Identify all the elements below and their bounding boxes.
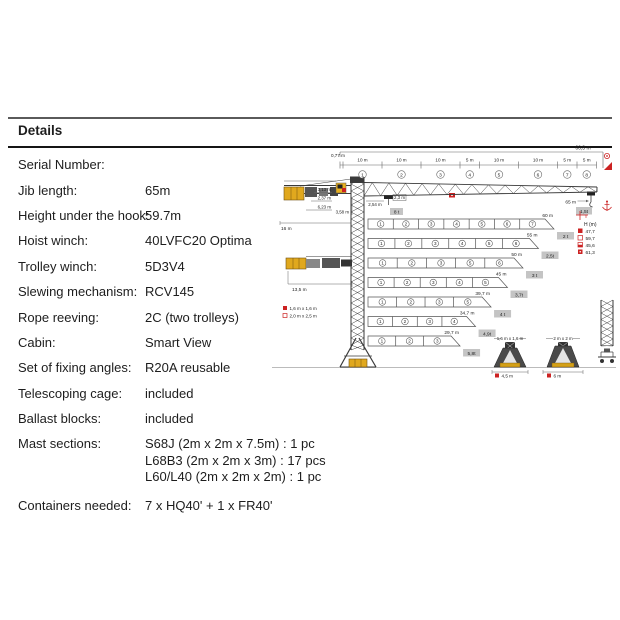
- legend-value: 45,6: [585, 243, 595, 249]
- row-label: Serial Number:: [18, 157, 105, 173]
- jib-option-row: [368, 330, 480, 357]
- segment-number: 1: [381, 260, 384, 266]
- jib-option-length-label: 55 m: [526, 233, 538, 239]
- row-value: 40LVFC20 Optima: [145, 233, 252, 249]
- cabin-window: [338, 185, 343, 189]
- height-legend: [576, 211, 597, 256]
- segment-dim-label: 10 m: [493, 157, 505, 163]
- segment-number: 4: [452, 319, 456, 325]
- segment-number: 2: [407, 241, 410, 247]
- max-load-group: [336, 195, 406, 216]
- mast-section-line: L60/L40 (2m x 2m x 2m) : 1 pc: [145, 468, 322, 484]
- segment-number: 1: [379, 280, 383, 286]
- segment-number: 1: [380, 299, 384, 305]
- row-label: Set of fixing angles:: [18, 360, 132, 376]
- row-label: Containers needed:: [18, 498, 132, 514]
- segment-number: 3: [429, 221, 433, 227]
- config-1-icon: [578, 229, 583, 234]
- counterjib-height-label: 6,23 m: [317, 204, 331, 210]
- segment-dim-label: 10 m: [357, 157, 368, 163]
- hook-radius-label: 65 m: [565, 200, 576, 206]
- row-label: Telescoping cage:: [18, 385, 123, 401]
- segment-number: 3: [434, 241, 437, 247]
- segment-number: 1: [380, 241, 383, 247]
- segment-number: 4: [460, 241, 464, 247]
- row-label: Mast sections:: [18, 436, 102, 452]
- legend-header: H (m): [584, 222, 597, 228]
- row-value: R20A reusable: [145, 360, 231, 376]
- row-value: included: [145, 411, 194, 427]
- trolley-offset-label: 2,54 m: [368, 202, 382, 207]
- base-dim-icon: [495, 374, 499, 378]
- row-label: Ballast blocks:: [18, 411, 102, 427]
- segment-number: 3: [438, 299, 441, 305]
- jib-option-row: [368, 252, 543, 279]
- row-value: [145, 436, 326, 485]
- base-dim-icon: [547, 374, 551, 378]
- row-label: Rope reeving:: [18, 309, 99, 325]
- segment-dim-label: 10 m: [396, 157, 407, 163]
- segment-number: 5: [480, 221, 484, 227]
- segment-number: 5: [468, 260, 472, 266]
- segment-number: 3: [435, 338, 439, 344]
- tip-load-label: 4 t: [499, 312, 506, 318]
- counterweight-blocks: [284, 187, 304, 200]
- jib-option-length-label: 60 m: [542, 214, 553, 220]
- jib-option-length-label: 29,7 m: [444, 331, 460, 337]
- jib-option-row: [368, 291, 511, 318]
- wheel-icon: [600, 359, 604, 363]
- segment-number: 5: [484, 280, 487, 286]
- windvane-flag-icon: [604, 162, 612, 170]
- segment-number: 7: [565, 173, 569, 179]
- segment-number: 3: [428, 319, 431, 325]
- cage-dim-1-icon: [283, 306, 287, 310]
- row-value: included: [145, 385, 194, 401]
- row-value: 65m: [145, 182, 171, 198]
- row-label: Hoist winch:: [18, 233, 89, 249]
- cage-dim-label: 1,6 m x 1,6 m: [289, 306, 317, 311]
- config-2-icon: [578, 236, 583, 241]
- segment-number: 1: [379, 221, 382, 227]
- jib-option-length-label: 34,7 m: [459, 311, 475, 317]
- legend-value: 61,3: [585, 250, 595, 256]
- segment-number: 4: [468, 173, 472, 179]
- crane-diagram: [268, 140, 620, 390]
- tip-load-label: 2,5t: [545, 254, 555, 260]
- segment-dim-label: 0,77 m: [330, 153, 346, 158]
- cross-base-small: [492, 336, 528, 379]
- segment-number: 2: [408, 338, 411, 344]
- segment-number: 4: [455, 221, 458, 227]
- foot-height-label: 3,58 m: [335, 209, 349, 215]
- row-value: RCV145: [145, 284, 195, 300]
- tip-load-label: 1,5t: [579, 209, 589, 215]
- details-row: [18, 406, 378, 431]
- segment-number: 2: [400, 173, 403, 179]
- row-label: Jib length:: [18, 182, 78, 198]
- segment-number: 2: [410, 260, 414, 266]
- segment-number: 3: [439, 260, 443, 266]
- jib-lattice: [364, 183, 597, 197]
- segment-number: 6: [498, 260, 501, 266]
- segment-number: 6: [505, 221, 509, 227]
- base-top-dim-label: 1,6 m x 1,6 m: [496, 336, 524, 341]
- segment-number: 5: [487, 241, 491, 247]
- hook-clearance-label: 2,3 m: [394, 195, 405, 200]
- jib-segment-dimensions: [331, 153, 597, 178]
- folded-counterweight: [286, 258, 306, 269]
- jib-option-row: [368, 213, 574, 240]
- counterjib-length-label: 16 m: [281, 227, 292, 232]
- mast-section-line: L68B3 (2m x 2m x 3m) : 17 pcs: [145, 452, 326, 468]
- row-value: 2C (two trolleys): [145, 309, 239, 325]
- segment-number: 6: [514, 241, 518, 247]
- anchor-icon: [603, 201, 612, 212]
- segment-number: 1: [380, 338, 384, 344]
- legend-value: 47,7: [585, 229, 595, 235]
- segment-number: 1: [361, 173, 364, 179]
- transport-module: [286, 257, 352, 294]
- tip-load-label: 4,9t: [483, 332, 492, 338]
- segment-number: 7: [531, 221, 534, 227]
- segment-number: 2: [405, 280, 409, 286]
- segment-number: 3: [431, 280, 435, 286]
- max-load-label: 8 t: [393, 210, 400, 216]
- segment-dim-label: 10 m: [435, 157, 446, 163]
- tip-load-label: 5,8t: [467, 351, 476, 357]
- transport-trolley: [598, 349, 616, 364]
- segment-number: 1: [379, 319, 382, 325]
- mid-jib-marker: [449, 193, 455, 198]
- tower-mast: [351, 177, 364, 350]
- hoist-winch-block: [305, 187, 317, 197]
- hook-icon: [590, 202, 593, 207]
- base-top-dim-label: 2 m x 2 m: [553, 336, 573, 341]
- details-row: [18, 493, 378, 518]
- base-bottom-dim-label: 6 m: [553, 373, 562, 379]
- row-label: Cabin:: [18, 334, 56, 350]
- jib-option-length-label: 45 m: [495, 272, 507, 278]
- segment-dim-label: 5 m: [465, 157, 474, 163]
- base-bottom-dim-label: 4,5 m: [501, 373, 513, 379]
- jib-option-row: [368, 272, 528, 299]
- legend-value: 59,7: [585, 236, 595, 242]
- row-value: 7 x HQ40' + 1 x FR40': [145, 498, 273, 514]
- segment-number: 4: [458, 280, 461, 286]
- tip-load-label: 3,7t: [514, 293, 524, 299]
- row-label: Height under the hook:: [18, 207, 150, 223]
- segment-number: 6: [536, 173, 540, 179]
- cab-height-label: 2,37 m: [317, 195, 331, 201]
- overall-length-label: 66,3 m: [575, 145, 591, 152]
- red-marker-icon: [342, 188, 346, 192]
- jib-option-length-label: 39,7 m: [475, 292, 491, 298]
- segment-number: 2: [404, 221, 408, 227]
- segment-number: 3: [439, 173, 442, 179]
- tip-load-label: 3 t: [531, 273, 538, 279]
- segment-number: 5: [497, 173, 501, 179]
- cage-dim-label: 2,0 m x 2,5 m: [289, 313, 317, 319]
- segment-number: 2: [403, 319, 407, 325]
- top-divider: [8, 117, 612, 119]
- cage-dim-2-icon: [283, 314, 287, 318]
- segment-dim-label: 5 m: [582, 157, 591, 163]
- segment-number: 2: [409, 299, 413, 305]
- tip-warning-icons: [603, 153, 613, 211]
- details-row-mast-sections: [18, 431, 378, 485]
- row-value: 59.7m: [145, 207, 182, 223]
- segment-number: 5: [466, 299, 470, 305]
- mast-section-stack: [601, 300, 613, 346]
- mast-section-line: S68J (2m x 2m x 7.5m) : 1 pc: [145, 436, 315, 452]
- segment-dim-label: 5 m: [563, 157, 572, 163]
- details-section-title: Details: [18, 123, 63, 138]
- tip-load-label: 2 t: [562, 234, 569, 240]
- jib-option-length-label: 50 m: [511, 253, 522, 259]
- row-label: Slewing mechanism:: [18, 284, 138, 300]
- wheel-icon: [610, 359, 614, 363]
- row-value: Smart View: [145, 334, 212, 350]
- folded-length-label: 13,5 m: [292, 288, 307, 293]
- row-label: Trolley winch:: [18, 258, 97, 274]
- jib-option-row: [368, 233, 559, 260]
- base-ballast: [349, 359, 367, 367]
- cross-base-large: [543, 336, 583, 379]
- row-value: 5D3V4: [145, 258, 185, 274]
- cage-dimensions: [283, 306, 317, 319]
- segment-number: 8: [585, 173, 589, 179]
- jib-option-row: [368, 311, 496, 338]
- segment-dim-label: 10 m: [532, 157, 544, 163]
- head-height-label: 3,13 m: [317, 187, 331, 192]
